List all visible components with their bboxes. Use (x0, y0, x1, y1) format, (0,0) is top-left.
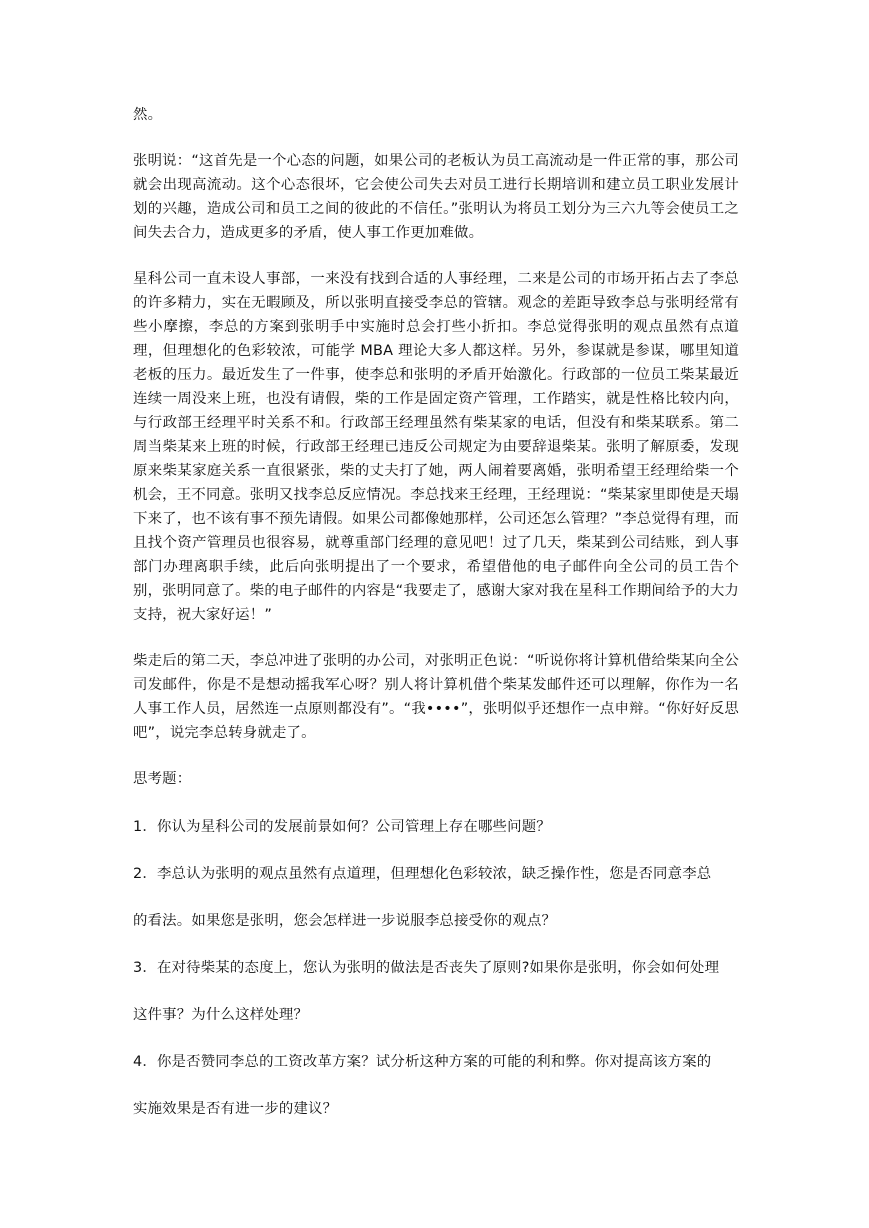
question-list (133, 815, 739, 1121)
question-3-line-2: 这件事？为什么这样处理？ (133, 1007, 309, 1023)
paragraph-manager-confrontation: 柴走后的第二天，李总冲进了张明的办公司，对张明正色说：“听说你将计算机借给柴某向全公司发邮件，你是不是想动摇我军心呀？别人将计算机借个柴某发邮件还可以理解，你作为一名人事工作人员，居然连一点原则都没有”。“我••••”，张明似乎还想作一点申辩。“你好好反思吧”，说完李总转身就走了。 (133, 653, 739, 741)
question-3-line-1: 3．在对待柴某的态度上，您认为张明的做法是否丧失了原则?如果你是张明，你会如何处理 (133, 960, 720, 976)
document-body (133, 103, 739, 1121)
question-1-line-1: 1．你认为星科公司的发展前景如何？公司管理上存在哪些问题？ (133, 819, 551, 835)
paragraph-continuation: 然。 (133, 107, 163, 123)
paragraph-zhangming-statement: 张明说：“这首先是一个心态的问题，如果公司的老板认为员工高流动是一件正常的事，那公司就会出现高流动。这个心态很坏，它会使公司失去对员工进行长期培训和建立员工职业发展计划的兴趣，造成公司和员工之间的彼此的不信任。”张明认为将员工划分为三六九等会使员工之间失去合力，造成更多的矛盾，使人事工作更加难做。 (133, 153, 739, 241)
discussion-heading: 思考题： (133, 771, 192, 787)
question-2-line-2: 的看法。如果您是张明，您会怎样进一步说服李总接受你的观点？ (133, 913, 557, 929)
paragraph-company-background: 星科公司一直未设人事部，一来没有找到合适的人事经理，二来是公司的市场开拓占去了李总的许多精力，实在无暇顾及，所以张明直接受李总的管辖。观念的差距导致李总与张明经常有些小摩擦，李总的方案到张明手中实施时总会打些小折扣。李总觉得张明的观点虽然有点道理，但理想化的色彩较浓，可能学 MBA 理论大多人都这样。另外，参谋就是参谋，哪里知道老板的压力。最近发生了一件事，使李总和张明的矛盾开始激化。行政部的一位员工柴某最近连续一周没来上班，也没有请假，柴的工作是固定资产管理，工作踏实，就是性格比较内向，与行政部王经理平时关系不和。行政部王经理虽然有柴某家的电话，但没有和柴某联系。第二周当柴某来上班的时候，行政部王经理已违反公司规定为由要辞退柴某。张明了解原委，发现原来柴某家庭关系一直很紧张，柴的丈夫打了她，两人闹着要离婚，张明希望王经理给柴一个机会，王不同意。张明又找李总反应情况。李总找来王经理，王经理说：“柴某家里即使是天塌下来了，也不该有事不预先请假。如果公司都像她那样，公司还怎么管理？”李总觉得有理，而且找个资产管理员也很容易，就尊重部门经理的意见吧！过了几天，柴某到公司结账，到人事部门办理离职手续，此后向张明提出了一个要求，希望借他的电子邮件向全公司的员工告个别，张明同意了。柴的电子邮件的内容是“我要走了，感谢大家对我在星科工作期间给予的大力支持，祝大家好运！” (133, 271, 739, 623)
question-2-line-1: 2．李总认为张明的观点虽然有点道理，但理想化色彩较浓，缺乏操作性，您是否同意李总 (133, 866, 712, 882)
question-4-line-2: 实施效果是否有进一步的建议？ (133, 1101, 338, 1117)
question-4-line-1: 4．你是否赞同李总的工资改革方案？试分析这种方案的可能的利和弊。你对提高该方案的 (133, 1054, 712, 1070)
